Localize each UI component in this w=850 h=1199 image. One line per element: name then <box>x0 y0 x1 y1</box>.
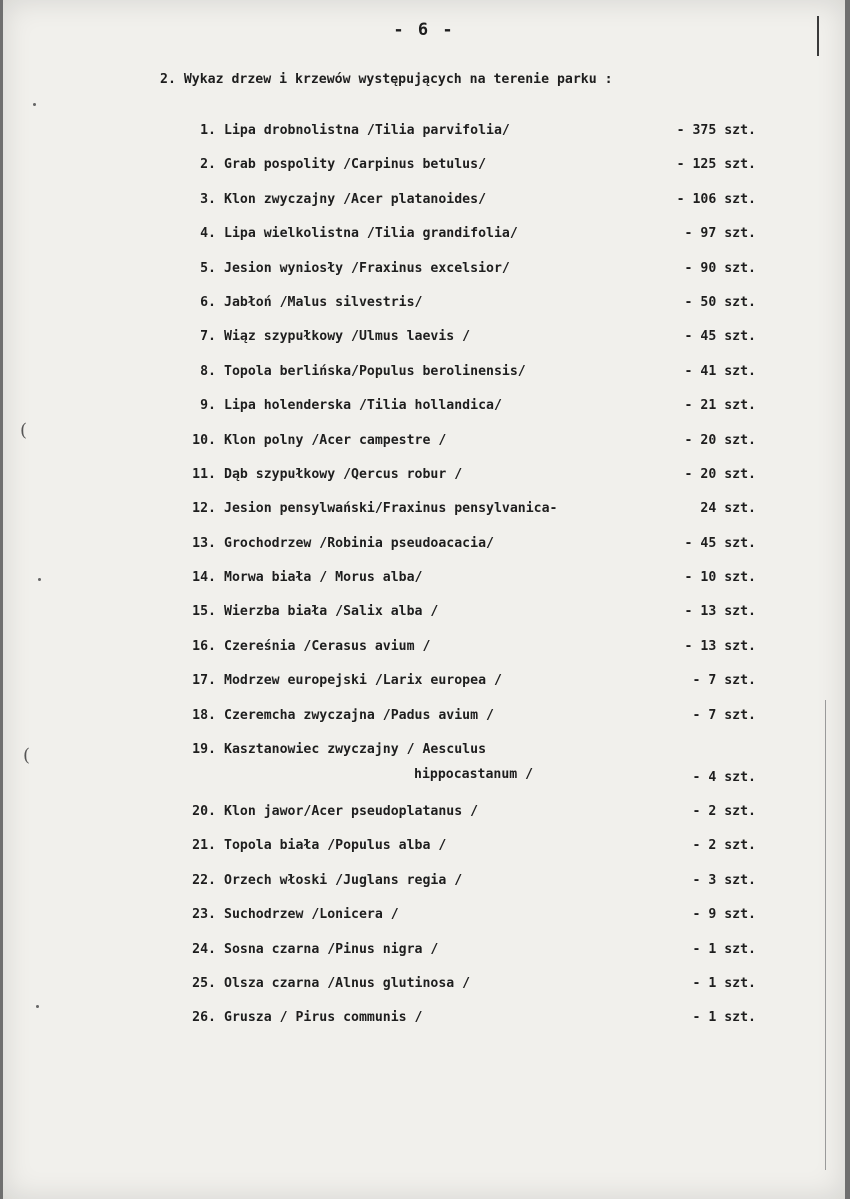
item-name-line: Topola berlińska/Populus berolinensis/ <box>224 363 526 379</box>
item-name <box>224 329 470 344</box>
item-quantity: - 1 szt. <box>692 941 756 957</box>
item-name-line: Wiąz szypułkowy /Ulmus laevis / <box>224 329 471 345</box>
item-name-line: Lipa holenderska /Tilia hollandica/ <box>224 398 502 414</box>
item-number: 17. <box>192 673 216 689</box>
item-name <box>224 261 510 276</box>
item-quantity: - 13 szt. <box>684 604 756 620</box>
item-quantity: - 2 szt. <box>692 838 756 854</box>
item-number: 4. <box>200 226 216 242</box>
item-quantity: - 90 szt. <box>684 260 756 276</box>
item-name <box>224 226 518 241</box>
speck <box>33 103 36 106</box>
list-item <box>3 634 845 668</box>
item-name-line: Suchodrzew /Lonicera / <box>224 907 399 923</box>
item-number: 20. <box>192 804 216 820</box>
section-heading: 2. Wykaz drzew i krzewów występujących na terenie parku : <box>160 72 613 87</box>
item-number: 9. <box>200 398 216 414</box>
item-number: 21. <box>192 838 216 854</box>
item-quantity: - 375 szt. <box>676 123 756 138</box>
item-quantity: - 21 szt. <box>684 398 756 414</box>
item-name <box>224 192 486 207</box>
item-number: 11. <box>192 466 216 482</box>
item-quantity: - 2 szt. <box>692 804 756 820</box>
item-number: 10. <box>192 432 216 448</box>
item-number: 12. <box>192 501 216 517</box>
list-item <box>3 256 845 290</box>
item-name <box>224 536 494 551</box>
list-item <box>3 118 845 152</box>
item-number: 26. <box>192 1010 216 1026</box>
list-item <box>3 290 845 324</box>
item-number: 25. <box>192 975 216 991</box>
page-number: - 6 - <box>393 20 455 40</box>
item-quantity: - 7 szt. <box>692 673 756 689</box>
binding-mark: ( <box>20 420 28 441</box>
item-number: 18. <box>192 707 216 723</box>
item-number: 19. <box>192 742 216 758</box>
item-name-line: Czeremcha zwyczajna /Padus avium / <box>224 707 494 723</box>
item-name <box>224 364 526 379</box>
item-number: 13. <box>192 535 216 551</box>
item-name <box>224 295 423 310</box>
item-name <box>224 673 502 688</box>
list-item <box>3 324 845 358</box>
item-name <box>224 433 446 448</box>
item-name-line: Klon zwyczajny /Acer platanoides/ <box>224 191 487 207</box>
item-quantity: - 7 szt. <box>692 707 756 723</box>
item-quantity: - 20 szt. <box>684 432 756 448</box>
list-item <box>3 462 845 496</box>
list-item <box>3 565 845 599</box>
item-name <box>224 639 430 654</box>
item-number: 24. <box>192 941 216 957</box>
list-item <box>3 799 845 833</box>
document-page <box>3 0 845 1199</box>
item-number: 7. <box>200 329 216 345</box>
list-item <box>3 868 845 902</box>
item-name-line: Jabłoń /Malus silvestris/ <box>224 294 423 310</box>
item-name <box>224 708 494 723</box>
item-name-line: Topola biała /Populus alba / <box>224 838 447 854</box>
list-item <box>3 359 845 393</box>
item-name <box>224 742 533 782</box>
item-name-line: Morwa biała / Morus alba/ <box>224 570 423 586</box>
item-name <box>224 467 462 482</box>
item-quantity: - 13 szt. <box>684 638 756 654</box>
item-name <box>224 123 510 138</box>
item-number: 5. <box>200 260 216 276</box>
list-item <box>3 971 845 1005</box>
item-name-line: Orzech włoski /Juglans regia / <box>224 872 463 888</box>
item-name <box>224 604 438 619</box>
list-item <box>3 737 845 799</box>
item-quantity: - 125 szt. <box>676 157 756 173</box>
item-number: 2. <box>200 157 216 173</box>
item-name-line: Klon polny /Acer campestre / <box>224 432 447 448</box>
item-name-line: Grochodrzew /Robinia pseudoacacia/ <box>224 535 494 551</box>
item-number: 8. <box>200 363 216 379</box>
item-name <box>224 976 470 991</box>
item-quantity: - 9 szt. <box>692 907 756 923</box>
item-quantity: - 45 szt. <box>684 329 756 345</box>
item-number: 6. <box>200 294 216 310</box>
list-item <box>3 496 845 530</box>
item-quantity: - 3 szt. <box>692 872 756 888</box>
item-name-line: Kasztanowiec zwyczajny / Aesculus <box>224 742 487 758</box>
item-quantity: - 41 szt. <box>684 363 756 379</box>
item-number: 3. <box>200 191 216 207</box>
item-name-line: Modrzew europejski /Larix europea / <box>224 673 502 689</box>
item-name <box>224 838 446 853</box>
item-quantity: - 97 szt. <box>684 226 756 242</box>
item-number: 22. <box>192 872 216 888</box>
item-name <box>224 942 438 957</box>
item-number: 1. <box>200 123 216 138</box>
item-quantity: - 4 szt. <box>692 770 756 786</box>
list-item <box>3 531 845 565</box>
item-name <box>224 804 478 819</box>
item-quantity: - 1 szt. <box>692 1010 756 1026</box>
list-item <box>3 428 845 462</box>
item-name-line: Jesion pensylwański/Fraxinus pensylvanica- <box>224 501 558 517</box>
item-name-line: Wierzba biała /Salix alba / <box>224 604 439 620</box>
list-item <box>3 902 845 936</box>
item-number: 23. <box>192 907 216 923</box>
item-quantity: - 45 szt. <box>684 535 756 551</box>
item-name <box>224 398 502 413</box>
list-item <box>3 393 845 427</box>
list-item <box>3 599 845 633</box>
item-quantity: 24 szt. <box>700 501 756 517</box>
list-item <box>3 187 845 221</box>
item-name-line: Dąb szypułkowy /Qercus robur / <box>224 466 463 482</box>
list-item <box>3 937 845 971</box>
item-number: 14. <box>192 570 216 586</box>
item-name-line: Grusza / Pirus communis / <box>224 1010 423 1026</box>
item-name-line: Olsza czarna /Alnus glutinosa / <box>224 975 471 991</box>
item-quantity: - 1 szt. <box>692 975 756 991</box>
item-number: 15. <box>192 604 216 620</box>
item-name-line: Grab pospolity /Carpinus betulus/ <box>224 157 487 173</box>
item-name-line: Jesion wyniosły /Fraxinus excelsior/ <box>224 260 510 276</box>
binding-mark: ( <box>23 745 31 766</box>
item-quantity: - 50 szt. <box>684 294 756 310</box>
item-name-line: Lipa drobnolistna /Tilia parvifolia/ <box>224 123 510 138</box>
item-name-line: Sosna czarna /Pinus nigra / <box>224 941 439 957</box>
list-item <box>3 668 845 702</box>
list-item <box>3 152 845 186</box>
item-name-line: Czereśnia /Cerasus avium / <box>224 638 431 654</box>
item-name <box>224 907 399 922</box>
item-number: 16. <box>192 638 216 654</box>
item-name <box>224 570 423 585</box>
item-quantity: - 10 szt. <box>684 570 756 586</box>
item-name-line: Klon jawor/Acer pseudoplatanus / <box>224 804 479 820</box>
tree-list <box>3 118 845 1040</box>
item-name <box>224 1010 423 1025</box>
list-item <box>3 221 845 255</box>
item-name <box>224 157 486 172</box>
list-item <box>3 703 845 737</box>
item-quantity: - 106 szt. <box>676 191 756 207</box>
item-name-line: hippocastanum / <box>414 767 534 783</box>
item-name <box>224 873 462 888</box>
item-name <box>224 501 557 516</box>
item-quantity: - 20 szt. <box>684 466 756 482</box>
list-item <box>3 833 845 867</box>
item-name-line: Lipa wielkolistna /Tilia grandifolia/ <box>224 226 518 242</box>
list-item <box>3 1005 845 1039</box>
